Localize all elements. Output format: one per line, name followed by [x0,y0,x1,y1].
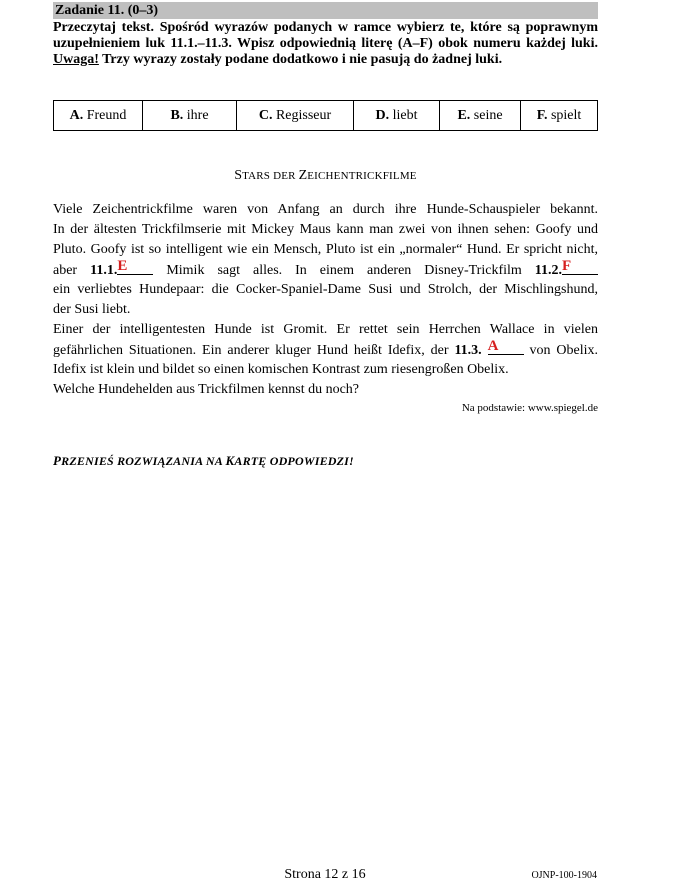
option-b: B. ihre [143,101,237,131]
document-code: OJNP-100-1904 [531,870,597,881]
task-header: Zadanie 11. (0–3) [53,2,598,19]
page-number: Strona 12 z 16 [284,867,366,882]
note-text: Trzy wyrazy zostały podane dodatkowo i nie pasują do żadnej luki. [98,52,503,67]
options-table [53,100,598,131]
option-a: A. Freund [54,101,143,131]
source-note: Na podstawie: www.spiegel.de [461,402,598,414]
gap-1-number: 11.1. [90,263,118,278]
note-label: Uwaga! [53,52,99,67]
gap-2-number: 11.2. [534,263,563,278]
text-line-2: In der ältesten Trickfilmserie mit Mickey Maus kann man zwei von ihnen sehen: Goofy und [53,222,598,237]
gap-2-answer: F [562,258,572,274]
text-line-4: aber 11.1.E Mimik sagt alles. In einem anderen Disney-Trickfilm 11.2.F [53,260,598,281]
text-line-1: Viele Zeichentrickfilme waren von Anfang an durch ihre Hunde-Schauspieler bekannt. [53,202,598,217]
transfer-instruction: PRZENIEŚ ROZWIĄZANIA NA KARTĘ ODPOWIEDZI! [53,453,354,468]
gap-3-answer: A [487,338,499,354]
text-line-3: Pluto. Goofy ist so intelligent wie ein Mensch, Pluto ist ein „normaler“ Hund. Er spricht nicht, [53,242,598,257]
option-e: E. seine [440,101,521,131]
instruction-note [53,52,598,68]
instruction-line-1: Przeczytaj tekst. Spośród wyrazów podanych w ramce wybierz te, które są poprawnym [53,20,598,35]
text-title: STARS DER ZEICHENTRICKFILME [234,168,417,183]
text-line-9: Idefix ist klein und bildet so einen komischen Kontrast zum riesengroßen Obelix. [53,362,509,377]
instruction-line-2: uzupełnieniem luk 11.1.–11.3. Wpisz odpowiednią literę (A–F) obok numeru każdej luki. [53,36,598,51]
text-line-6: der Susi liebt. [53,302,131,317]
option-d: D. liebt [354,101,440,131]
gap-1 [117,260,153,275]
text-line-7: Einer der intelligentesten Hunde ist Gromit. Er rettet sein Herrchen Wallace in vielen [53,322,598,337]
text-line-8: gefährlichen Situationen. Ein anderer kluger Hund heißt Idefix, der 11.3. A von Obelix. [53,338,599,358]
gap-2 [562,260,598,275]
gap-1-answer: E [117,258,128,274]
text-line-5: ein verliebtes Hundepaar: die Cocker-Spaniel-Dame Susi und Strolch, der Mischlingshund, [53,282,598,297]
option-f: F. spielt [521,101,598,131]
option-c: C. Regisseur [237,101,354,131]
gap-3-number: 11.3. [454,343,482,358]
text-line-10: Welche Hundehelden aus Trickfilmen kennst du noch? [53,382,360,397]
gap-3 [488,340,524,355]
